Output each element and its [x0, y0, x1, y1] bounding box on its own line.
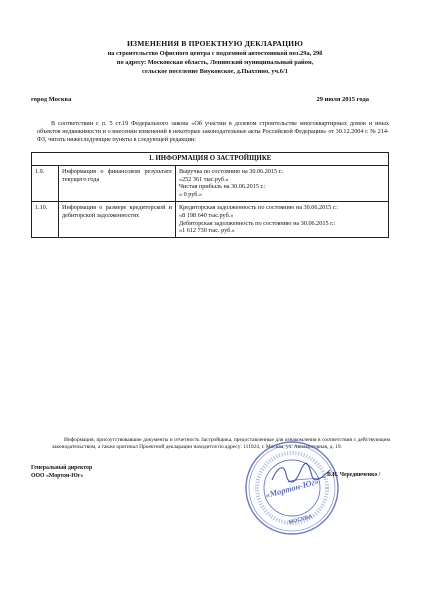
- value-line: «252 361 тыс.руб.»: [179, 175, 229, 183]
- signer-position: Генеральный директор: [31, 465, 93, 471]
- signer-company: ООО «Мортон-Юг»: [31, 473, 84, 479]
- value-line: «1 612 730 тыс. руб.»: [179, 227, 235, 235]
- seal-bottom-text: МОСКВА: [288, 513, 313, 526]
- section-heading: 1. ИНФОРМАЦИЯ О ЗАСТРОЙЩИКЕ: [32, 153, 389, 166]
- address-line: по адресу: Московская область, Ленинский муниципальный район,: [116, 59, 314, 66]
- value-line: Дебиторская задолженность по состоянию на 30.06.2015 г.:: [179, 219, 336, 227]
- signer-block: [31, 464, 92, 480]
- table-row: [32, 201, 389, 237]
- row-number: 1.10.: [32, 201, 59, 237]
- settlement-line: сельское поселение Внуковское, д.Пыхтино, уч.6/1: [142, 68, 288, 75]
- row-value: [176, 201, 389, 237]
- document-title: ИЗМЕНЕНИЯ В ПРОЕКТНУЮ ДЕКЛАРАЦИЮ: [126, 39, 304, 48]
- value-line: Чистая прибыль на 30.06.2015 г.:: [179, 183, 266, 191]
- value-line: Выручка по состоянию на 30.06.2015 г.:: [179, 167, 284, 175]
- table-row: [32, 165, 389, 201]
- intro-paragraph: В соответствии с п. 5 ст.19 Федерального закона «Об участии в долевом строительстве многоквартирных домов и иных объектов недвижимости и о внесении изменений в некоторые законодательные акты Российской Федерации» от 30.12.2004 г. № 214-ФЗ, читать нижеследующие пункты в следующей редакции:: [37, 120, 389, 144]
- developer-info-table: [31, 152, 389, 238]
- row-label: Информация о размере кредиторской и дебиторской задолженностях: [59, 201, 176, 237]
- row-number: 1.9.: [32, 165, 59, 201]
- project-line: на строительство Офисного центра с подземной автостоянкой поз.29а, 29б: [107, 50, 323, 57]
- row-label: Информация о финансовом результате текущего года: [59, 165, 176, 201]
- signer-name: В.И. Чередниченко /: [327, 472, 381, 478]
- document-date: 29 июля 2015 года: [316, 96, 369, 103]
- place-label: город Москва: [31, 96, 72, 103]
- seal-center-text: «Мортон-Юг»: [264, 476, 320, 500]
- value-line: « 0 руб.»: [179, 191, 203, 199]
- value-line: «8 198 640 тыс.руб.»: [179, 211, 234, 219]
- row-value: [176, 165, 389, 201]
- value-line: Кредиторская задолженность по состоянию на 30.06.2015 г.:: [179, 203, 339, 211]
- footnote-paragraph: Информация, присоутствовавшие документы и отчетность Застройщика, предоставленные для ознакомления в соответствии с действующим законодательством, а также оригинал Проектной декларации находится по адресу: 111024, г. Москва, ул. Авиамоторная, д. 19.: [52, 437, 390, 450]
